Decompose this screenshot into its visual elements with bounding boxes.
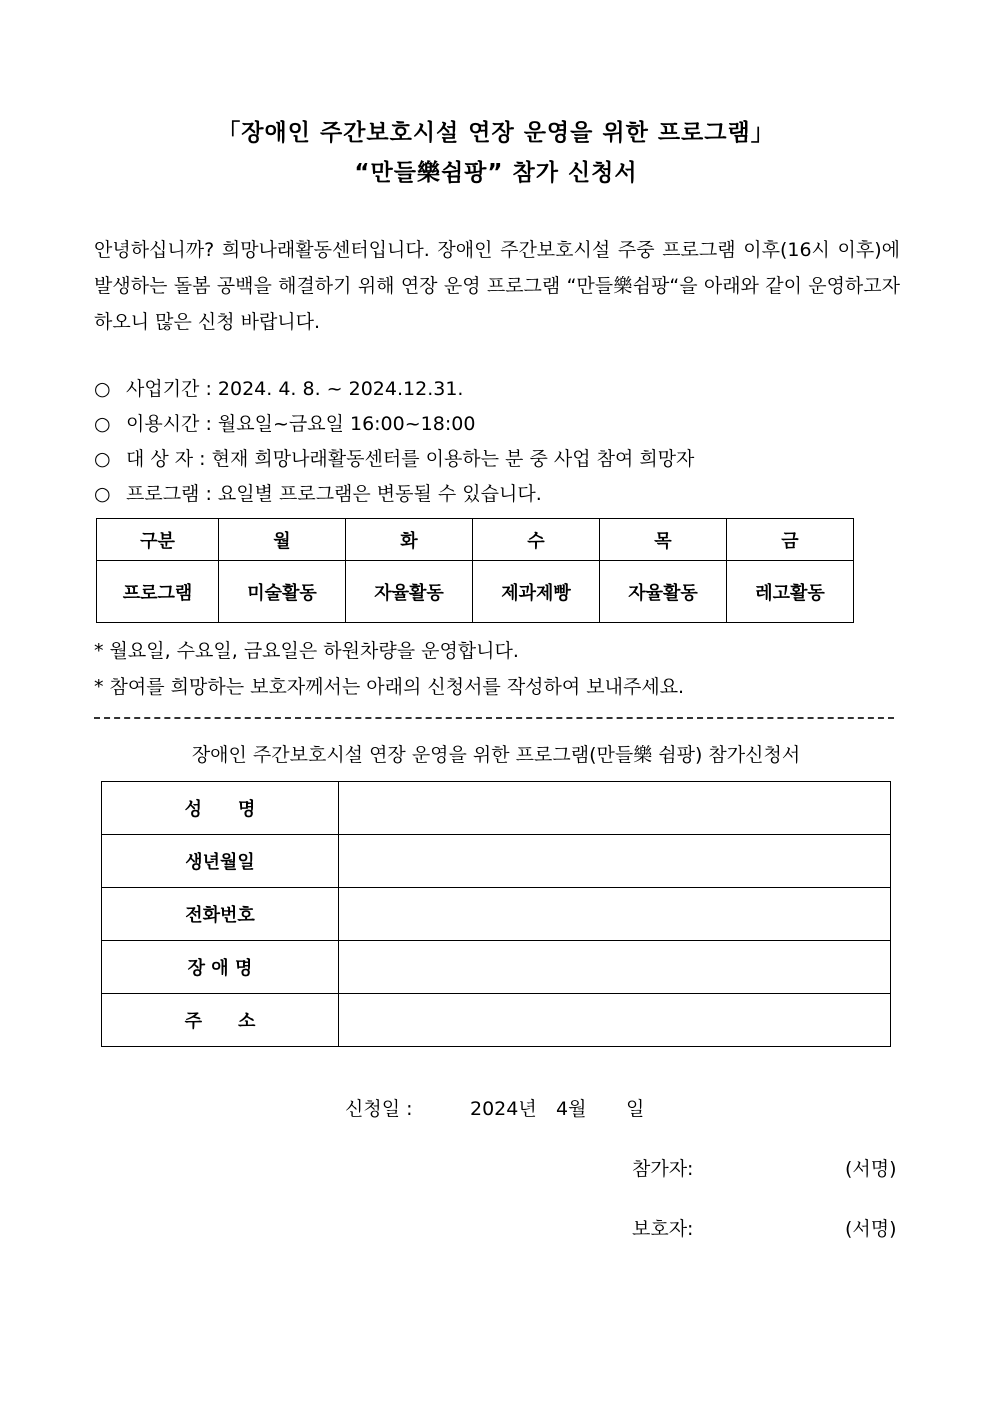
cut-line-divider — [94, 717, 894, 719]
participant-signature-field[interactable]: (서명) — [845, 1158, 897, 1180]
info-item-hours: ○ 이용시간 : 월요일~금요일 16:00~18:00 — [94, 413, 476, 435]
disability-field[interactable] — [339, 941, 891, 994]
circle-bullet-icon: ○ — [94, 483, 111, 505]
document-title: 「장애인 주간보호시설 연장 운영을 위한 프로그램」 — [217, 120, 775, 146]
schedule-cell: 프로그램 — [97, 561, 219, 623]
phone-field[interactable] — [339, 888, 891, 941]
form-row-disability — [102, 941, 891, 994]
schedule-header-cell: 수 — [473, 519, 600, 561]
info-item-program: ○ 프로그램 : 요일별 프로그램은 변동될 수 있습니다. — [94, 483, 542, 505]
form-title: 장애인 주간보호시설 연장 운영을 위한 프로그램(만들樂 쉼팡) 참가신청서 — [191, 744, 801, 766]
form-label: 성 명 — [102, 782, 339, 835]
circle-bullet-icon: ○ — [94, 413, 111, 435]
form-label: 전화번호 — [102, 888, 339, 941]
schedule-header-cell: 금 — [727, 519, 854, 561]
schedule-cell: 자율활동 — [346, 561, 473, 623]
application-date-month: 4월 — [556, 1098, 587, 1120]
schedule-header-cell: 월 — [219, 519, 346, 561]
form-row-birthdate — [102, 835, 891, 888]
intro-paragraph: 안녕하십니까? 희망나래활동센터입니다. 장애인 주간보호시설 주중 프로그램 이후(16시 이후)에 발생하는 돌봄 공백을 해결하기 위해 연장 운영 프로그램 “만들樂쉼팡“을 아래와 같이 운영하고자 하오니 많은 신청 바랍니다. — [94, 239, 900, 333]
schedule-program-row — [97, 561, 854, 623]
application-form-table — [101, 781, 891, 1047]
note-apply: * 참여를 희망하는 보호자께서는 아래의 신청서를 작성하여 보내주세요. — [94, 676, 685, 698]
name-field[interactable] — [339, 782, 891, 835]
info-item-period: ○ 사업기간 : 2024. 4. 8. ~ 2024.12.31. — [94, 378, 464, 400]
application-date-day: 일 — [626, 1098, 645, 1120]
form-row-phone — [102, 888, 891, 941]
schedule-cell: 레고활동 — [727, 561, 854, 623]
schedule-cell: 미술활동 — [219, 561, 346, 623]
form-label: 주 소 — [102, 994, 339, 1047]
document-subtitle: “만들樂쉼팡” 참가 신청서 — [354, 160, 638, 186]
guardian-label: 보호자: — [632, 1218, 694, 1240]
guardian-signature-field[interactable]: (서명) — [845, 1218, 897, 1240]
circle-bullet-icon: ○ — [94, 448, 111, 470]
schedule-cell: 제과제빵 — [473, 561, 600, 623]
participant-label: 참가자: — [632, 1158, 694, 1180]
form-label: 생년월일 — [102, 835, 339, 888]
birthdate-field[interactable] — [339, 835, 891, 888]
note-shuttle: * 월요일, 수요일, 금요일은 하원차량을 운영합니다. — [94, 640, 519, 662]
application-date-year: 2024년 — [470, 1098, 537, 1120]
schedule-header-cell: 목 — [600, 519, 727, 561]
schedule-table — [96, 518, 854, 623]
application-date-label: 신청일 : — [345, 1098, 413, 1120]
schedule-header-row — [97, 519, 854, 561]
info-item-target: ○ 대 상 자 : 현재 희망나래활동센터를 이용하는 분 중 사업 참여 희망자 — [94, 448, 695, 470]
schedule-header-cell: 구분 — [97, 519, 219, 561]
circle-bullet-icon: ○ — [94, 378, 111, 400]
schedule-cell: 자율활동 — [600, 561, 727, 623]
form-row-name — [102, 782, 891, 835]
form-row-address — [102, 994, 891, 1047]
form-label: 장 애 명 — [102, 941, 339, 994]
schedule-header-cell: 화 — [346, 519, 473, 561]
address-field[interactable] — [339, 994, 891, 1047]
